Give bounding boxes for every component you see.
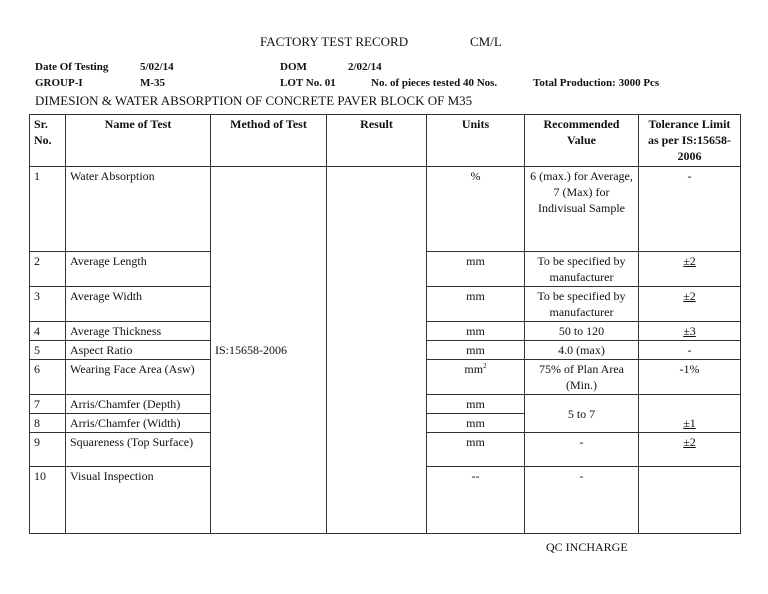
cell-recommended: To be specified by manufacturer bbox=[525, 252, 639, 287]
cell-sr: 6 bbox=[30, 360, 66, 395]
cell-units: mm bbox=[427, 433, 525, 467]
test-record-table bbox=[29, 114, 741, 534]
cell-tolerance: - bbox=[639, 167, 741, 252]
cell-units: mm bbox=[427, 341, 525, 360]
cell-recommended: 5 to 7 bbox=[525, 395, 639, 433]
cell-name: Average Length bbox=[66, 252, 211, 287]
cell-recommended: 4.0 (max) bbox=[525, 341, 639, 360]
cell-units bbox=[427, 360, 525, 395]
cell-sr: 3 bbox=[30, 287, 66, 322]
cell-units: mm bbox=[427, 395, 525, 414]
col-header-recommended: Recommended Value bbox=[525, 115, 639, 167]
cell-name: Average Thickness bbox=[66, 322, 211, 341]
lot-value: 01 bbox=[324, 77, 336, 89]
cell-units: mm bbox=[427, 322, 525, 341]
cell-tolerance: ±2 bbox=[639, 252, 741, 287]
record-code: CM/L bbox=[470, 34, 502, 49]
cell-recommended: - bbox=[525, 467, 639, 534]
cell-tolerance: ±3 bbox=[639, 322, 741, 341]
cell-recommended: To be specified by manufacturer bbox=[525, 287, 639, 322]
cell-recommended: 6 (max.) for Average, 7 (Max) for Indivisual Sample bbox=[525, 167, 639, 252]
dom-value: 2/02/14 bbox=[348, 61, 382, 73]
cell-name: Average Width bbox=[66, 287, 211, 322]
cell-tolerance: ±1 bbox=[639, 395, 741, 433]
lot-number bbox=[280, 77, 336, 89]
cell-sr: 8 bbox=[30, 414, 66, 433]
cell-sr: 5 bbox=[30, 341, 66, 360]
cell-name: Aspect Ratio bbox=[66, 341, 211, 360]
cell-units: -- bbox=[427, 467, 525, 534]
cell-recommended: - bbox=[525, 433, 639, 467]
table-header-row bbox=[30, 115, 741, 167]
col-header-name: Name of Test bbox=[66, 115, 211, 167]
cell-name: Wearing Face Area (Asw) bbox=[66, 360, 211, 395]
cell-sr: 7 bbox=[30, 395, 66, 414]
cell-name: Arris/Chamfer (Width) bbox=[66, 414, 211, 433]
qc-incharge-signature: QC INCHARGE bbox=[546, 540, 628, 554]
group-value: M-35 bbox=[140, 77, 166, 89]
units-superscript: 2 bbox=[483, 362, 487, 370]
total-production: Total Production: 3000 Pcs bbox=[533, 77, 660, 89]
units-text: mm bbox=[464, 362, 484, 376]
group-label: GROUP-I bbox=[35, 77, 83, 89]
cell-result bbox=[327, 167, 427, 534]
cell-units: mm bbox=[427, 287, 525, 322]
cell-tolerance: - bbox=[639, 341, 741, 360]
col-header-units: Units bbox=[427, 115, 525, 167]
cell-tolerance: -1% bbox=[639, 360, 741, 395]
dom-label: DOM bbox=[280, 61, 307, 73]
cell-tolerance: ±2 bbox=[639, 433, 741, 467]
cell-sr: 1 bbox=[30, 167, 66, 252]
col-header-tolerance: Tolerance Limit as per IS:15658-2006 bbox=[639, 115, 741, 167]
cell-recommended: 75% of Plan Area (Min.) bbox=[525, 360, 639, 395]
cell-name: Arris/Chamfer (Depth) bbox=[66, 395, 211, 414]
cell-method: IS:15658-2006 bbox=[211, 167, 327, 534]
page-title: FACTORY TEST RECORD bbox=[260, 34, 409, 49]
col-header-method: Method of Test bbox=[211, 115, 327, 167]
table-row bbox=[30, 167, 741, 252]
section-heading: DIMESION & WATER ABSORPTION OF CONCRETE PAVER BLOCK OF M35 bbox=[35, 93, 473, 108]
cell-tolerance: ±2 bbox=[639, 287, 741, 322]
col-header-sr: Sr. No. bbox=[30, 115, 66, 167]
cell-sr: 4 bbox=[30, 322, 66, 341]
cell-sr: 2 bbox=[30, 252, 66, 287]
date-of-testing-value: 5/02/14 bbox=[140, 61, 174, 73]
cell-units: mm bbox=[427, 252, 525, 287]
lot-label: LOT No. bbox=[280, 77, 322, 89]
cell-tolerance bbox=[639, 467, 741, 534]
col-header-result: Result bbox=[327, 115, 427, 167]
cell-units: % bbox=[427, 167, 525, 252]
cell-sr: 10 bbox=[30, 467, 66, 534]
date-of-testing-label: Date Of Testing bbox=[35, 61, 109, 73]
cell-name: Squareness (Top Surface) bbox=[66, 433, 211, 467]
cell-units: mm bbox=[427, 414, 525, 433]
cell-name: Water Absorption bbox=[66, 167, 211, 252]
pieces-tested: No. of pieces tested 40 Nos. bbox=[371, 77, 498, 89]
cell-sr: 9 bbox=[30, 433, 66, 467]
cell-recommended: 50 to 120 bbox=[525, 322, 639, 341]
cell-name: Visual Inspection bbox=[66, 467, 211, 534]
